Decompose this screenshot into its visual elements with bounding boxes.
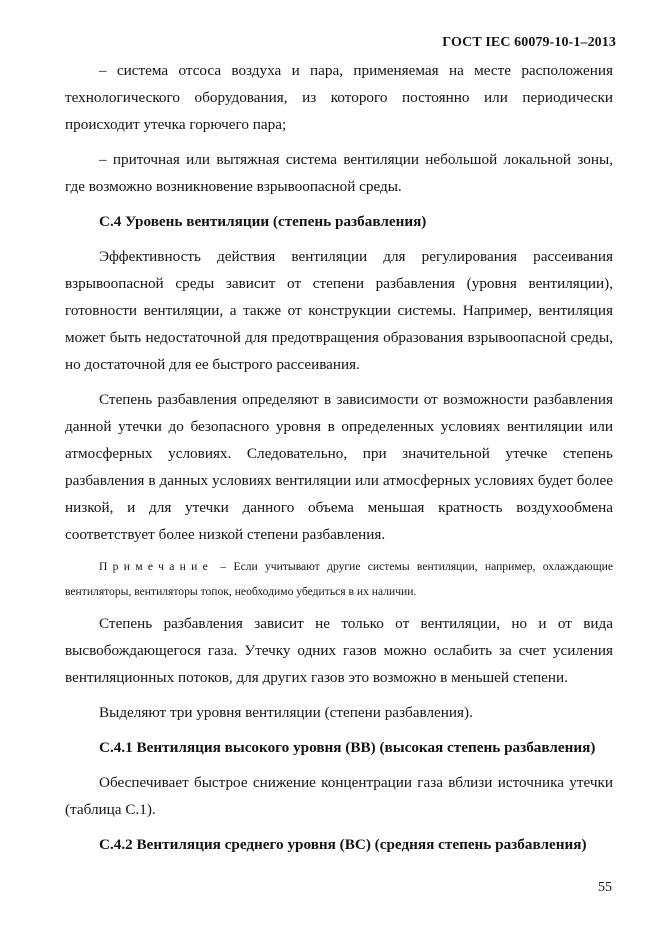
paragraph-ventilation-efficiency: Эффективность действия вентиляции для регулирования рассеивания взрывоопасной среды зависит от степени разбавления (уровня вентиляции), готовности вентиляции, а также от конструкции системы. Например, вентиляция может быть недостаточной для предотвращения образования взрывоопасной среды, но достаточной для ее быстрого рассеивания. <box>65 248 613 373</box>
paragraph-dilution-degree: Степень разбавления определяют в зависимости от возможности разбавления данной утечки до безопасного уровня в определенных условиях вентиляции или атмосферных условиях. Следовательно, при значительной утечке степень разбавления в данных условиях вентиляции или атмосферных условиях будет более низкой, и для утечки данного объема меньшая кратность воздухообмена соответствует более низкой степени разбавления. <box>65 391 613 543</box>
note-text: – Если учитывают другие системы вентиляции, например, охлаждающие вентиляторы, вентиляторы топок, необходимо убедиться в их наличии. <box>65 560 613 598</box>
paragraph-local-ventilation: – приточная или вытяжная система вентиляции небольшой локальной зоны, где возможно возникновение взрывоопасной среды. <box>65 151 613 195</box>
note-label: Примечание <box>99 560 214 573</box>
paragraph-three-levels: Выделяют три уровня вентиляции (степени разбавления). <box>99 704 473 721</box>
paragraph-gas-type: Степень разбавления зависит не только от вентиляции, но и от вида высвобождающегося газа. Утечку одних газов можно ослабить за счет усиления вентиляционных потоков, для других газов это возможно в меньшей степени. <box>65 615 613 686</box>
page-number: 55 <box>598 880 612 895</box>
heading-c4: С.4 Уровень вентиляции (степень разбавления) <box>99 213 427 230</box>
document-body <box>65 57 613 858</box>
document-header: ГОСТ IEC 60079-10-1–2013 <box>442 35 616 50</box>
paragraph-exhaust-system: – система отсоса воздуха и пара, применяемая на месте расположения технологического оборудования, из которого постоянно или периодически происходит утечка горючего пара; <box>65 62 613 133</box>
heading-c41: С.4.1 Вентиляция высокого уровня (ВВ) (высокая степень разбавления) <box>99 739 596 756</box>
paragraph-high-level: Обеспечивает быстрое снижение концентрации газа вблизи источника утечки (таблица С.1). <box>65 774 613 818</box>
note <box>65 554 613 604</box>
heading-c42: С.4.2 Вентиляция среднего уровня (ВС) (средняя степень разбавления) <box>99 836 587 853</box>
